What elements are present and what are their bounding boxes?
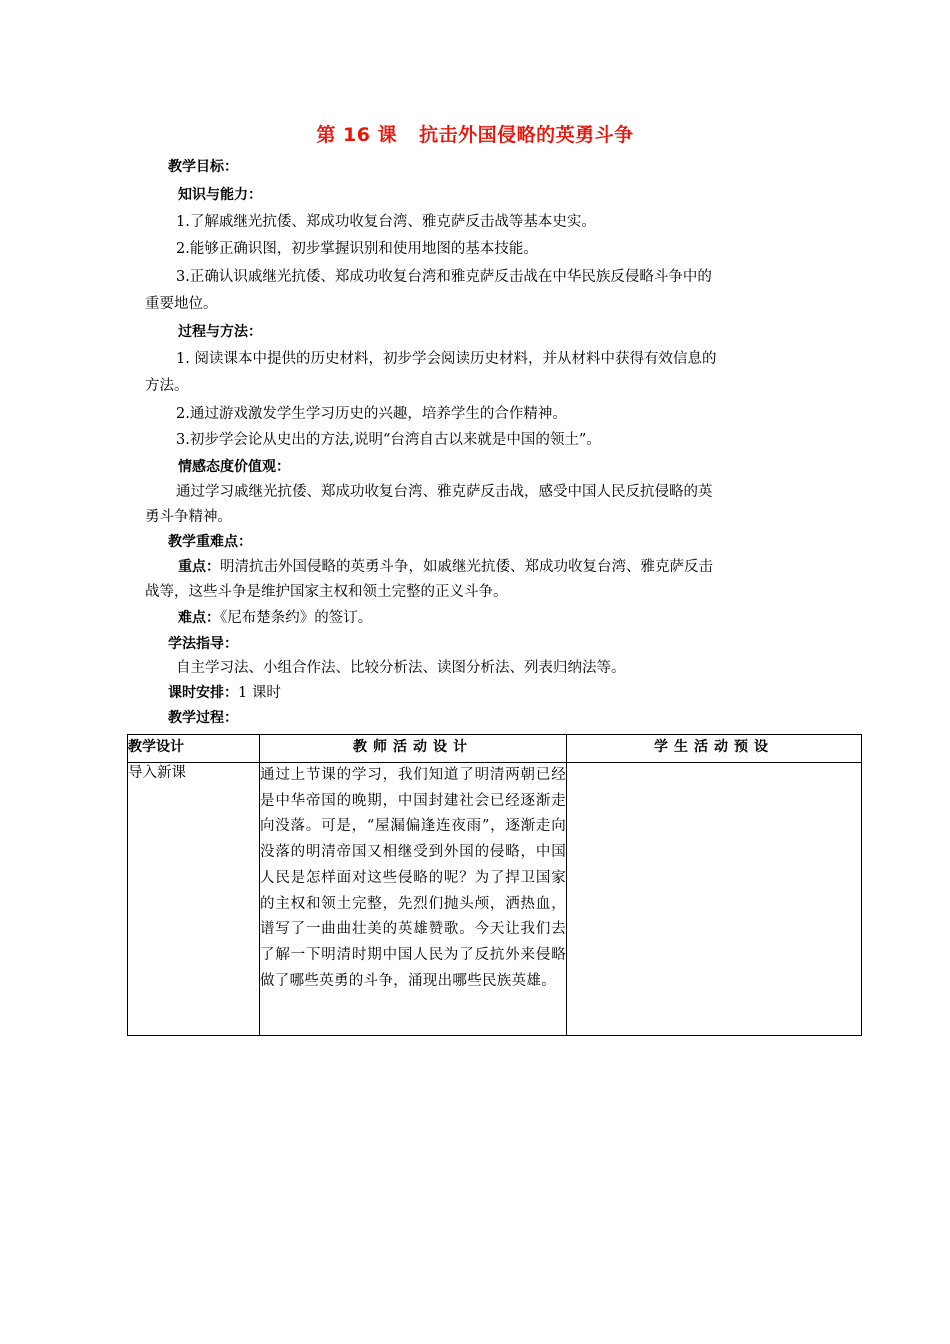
key-points-heading: 教学重难点： bbox=[168, 534, 252, 550]
process-item-1-cont: 方法。 bbox=[145, 378, 189, 394]
knowledge-item-1: 1.了解戚继光抗倭、郑成功收复台湾、雅克萨反击战等基本史实。 bbox=[176, 214, 596, 230]
header-design: 教学设计 bbox=[128, 735, 260, 763]
study-method-text: 自主学习法、小组合作法、比较分析法、读图分析法、列表归纳法等。 bbox=[176, 660, 626, 676]
procedure-heading: 教学过程： bbox=[168, 710, 238, 726]
knowledge-item-2: 2.能够正确识图，初步掌握识别和使用地图的基本技能。 bbox=[176, 241, 538, 257]
table-header-row bbox=[128, 735, 862, 763]
key-point-text-cont: 战等，这些斗争是维护国家主权和领土完整的正义斗争。 bbox=[145, 584, 508, 600]
lesson-name: 抗击外国侵略的英勇斗争 bbox=[419, 124, 634, 146]
objectives-heading: 教学目标： bbox=[168, 159, 238, 175]
emotion-text-cont: 勇斗争精神。 bbox=[145, 509, 232, 525]
key-point-line bbox=[178, 557, 713, 577]
knowledge-heading: 知识与能力： bbox=[178, 187, 262, 203]
process-heading: 过程与方法： bbox=[178, 324, 262, 340]
table-row bbox=[128, 763, 862, 1036]
study-method-heading: 学法指导： bbox=[168, 636, 238, 652]
cell-teacher-activity: 通过上节课的学习，我们知道了明清两朝已经是中华帝国的晚期，中国封建社会已经逐渐走向没落。可是，“屋漏偏逢连夜雨”，逐渐走向没落的明清帝国又相继受到外国的侵略，中国人民是怎样面对这些侵略的呢？为了捍卫国家的主权和领土完整，先烈们抛头颅，洒热血，谱写了一曲曲壮美的英雄赞歌。今天让我们去了解一下明清时期中国人民为了反抗外来侵略做了哪些英勇的斗争，涌现出哪些民族英雄。 bbox=[260, 763, 567, 1036]
key-point-label: 重点： bbox=[178, 559, 220, 575]
key-point-text: 明清抗击外国侵略的英勇斗争，如戚继光抗倭、郑成功收复台湾、雅克萨反击 bbox=[220, 559, 713, 575]
lesson-number: 第 16 课 bbox=[316, 124, 398, 146]
header-teacher-activity: 教师活动设计 bbox=[260, 735, 567, 763]
process-item-1: 1. 阅读课本中提供的历史材料，初步学会阅读历史材料，并从材料中获得有效信息的 bbox=[176, 351, 717, 367]
emotion-heading: 情感态度价值观： bbox=[178, 459, 290, 475]
class-hours-value: 1 课时 bbox=[238, 685, 281, 701]
difficult-point-text: 《尼布楚条约》的签订。 bbox=[220, 610, 373, 626]
cell-student-activity bbox=[567, 763, 862, 1036]
teaching-process-table bbox=[127, 734, 862, 1036]
knowledge-item-3-cont: 重要地位。 bbox=[145, 296, 218, 312]
difficult-point-line bbox=[178, 608, 372, 628]
cell-design: 导入新课 bbox=[128, 763, 260, 1036]
process-item-3: 3.初步学会论从史出的方法,说明“台湾自古以来就是中国的领土”。 bbox=[176, 432, 601, 448]
class-hours-label: 课时安排： bbox=[168, 685, 238, 701]
process-item-2: 2.通过游戏激发学生学习历史的兴趣，培养学生的合作精神。 bbox=[176, 406, 567, 422]
header-student-activity: 学生活动预设 bbox=[567, 735, 862, 763]
knowledge-item-3: 3.正确认识戚继光抗倭、郑成功收复台湾和雅克萨反击战在中华民族反侵略斗争中的 bbox=[176, 269, 712, 285]
emotion-text: 通过学习戚继光抗倭、郑成功收复台湾、雅克萨反击战，感受中国人民反抗侵略的英 bbox=[176, 484, 713, 500]
lesson-title bbox=[0, 120, 950, 147]
class-hours-line bbox=[168, 683, 281, 703]
difficult-point-label: 难点： bbox=[178, 610, 220, 626]
